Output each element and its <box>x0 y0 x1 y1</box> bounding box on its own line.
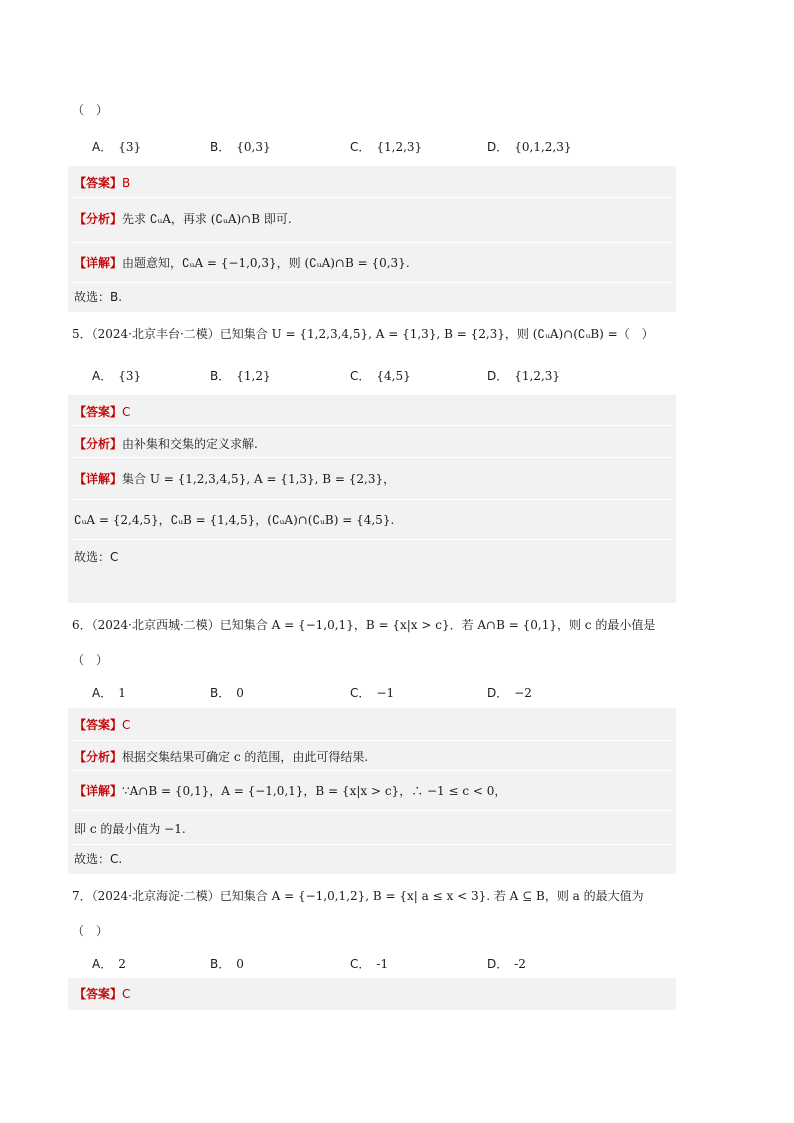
q5-detail-2: ∁ᵤA = {2,4,5}，∁ᵤB = {1,4,5}，(∁ᵤA)∩(∁ᵤB) = {4,5}. <box>74 513 395 527</box>
q6-stem: 6．（2024·北京西城·二模）已知集合 A = {−1,0,1}，B = {x|x > c}．若 A∩B = {0,1}，则 c 的最小值是 <box>72 618 656 632</box>
q6-solution-box <box>68 708 676 874</box>
q7-option-c[interactable]: C． -1 <box>350 957 389 971</box>
q4-option-a[interactable]: A． {3} <box>92 140 142 154</box>
q4-detail: 【详解】由题意知，∁ᵤA = {−1,0,3}，则 (∁ᵤA)∩B = {0,3}. <box>74 256 410 270</box>
q6-detail-2: 即 c 的最小值为 −1. <box>74 822 186 836</box>
q4-option-c[interactable]: C． {1,2,3} <box>350 140 423 154</box>
q4-solution-box <box>68 166 676 312</box>
q6-conclusion: 故选：C. <box>74 852 123 866</box>
q7-option-a[interactable]: A． 2 <box>92 957 126 971</box>
q6-analysis: 【分析】根据交集结果可确定 c 的范围，由此可得结果. <box>74 750 369 764</box>
q5-option-b[interactable]: B． {1,2} <box>210 369 271 383</box>
q4-paren: （ ） <box>72 103 109 117</box>
q7-stem: 7．（2024·北京海淀·二模）已知集合 A = {−1,0,1,2}, B = {x| a ≤ x < 3}. 若 A ⊆ B，则 a 的最大值为 <box>72 889 644 903</box>
q6-detail: 【详解】∵A∩B = {0,1}，A = {−1,0,1}，B = {x|x > c}，∴ −1 ≤ c < 0， <box>74 784 507 798</box>
q7-option-d[interactable]: D． -2 <box>487 957 526 971</box>
q5-option-d[interactable]: D． {1,2,3} <box>487 369 561 383</box>
q5-analysis: 【分析】由补集和交集的定义求解. <box>74 437 258 451</box>
q7-option-b[interactable]: B． 0 <box>210 957 244 971</box>
q5-solution-box <box>68 395 676 603</box>
q4-conclusion: 故选：B. <box>74 290 123 304</box>
q6-option-d[interactable]: D． −2 <box>487 686 532 700</box>
q5-answer: 【答案】C <box>74 405 131 419</box>
q5-stem: 5．（2024·北京丰台·二模）已知集合 U = {1,2,3,4,5}, A = {1,3}, B = {2,3}，则 (∁ᵤA)∩(∁ᵤB) =（ ） <box>72 327 654 341</box>
q5-option-a[interactable]: A． {3} <box>92 369 142 383</box>
q6-paren: （ ） <box>72 653 109 667</box>
q6-option-a[interactable]: A． 1 <box>92 686 126 700</box>
q4-answer: 【答案】B <box>74 176 131 190</box>
q7-answer: 【答案】C <box>74 987 131 1001</box>
q5-detail: 【详解】集合 U = {1,2,3,4,5}, A = {1,3}, B = {2,3}， <box>74 472 396 486</box>
q4-analysis: 【分析】先求 ∁ᵤA，再求 (∁ᵤA)∩B 即可. <box>74 212 292 226</box>
q6-option-c[interactable]: C． −1 <box>350 686 395 700</box>
q4-option-b[interactable]: B． {0,3} <box>210 140 271 154</box>
q6-option-b[interactable]: B． 0 <box>210 686 244 700</box>
q5-conclusion: 故选：C <box>74 550 119 564</box>
q6-answer: 【答案】C <box>74 718 131 732</box>
q4-option-d[interactable]: D． {0,1,2,3} <box>487 140 572 154</box>
q7-paren: （ ） <box>72 924 109 938</box>
q5-option-c[interactable]: C． {4,5} <box>350 369 411 383</box>
q7-solution-box <box>68 978 676 1010</box>
